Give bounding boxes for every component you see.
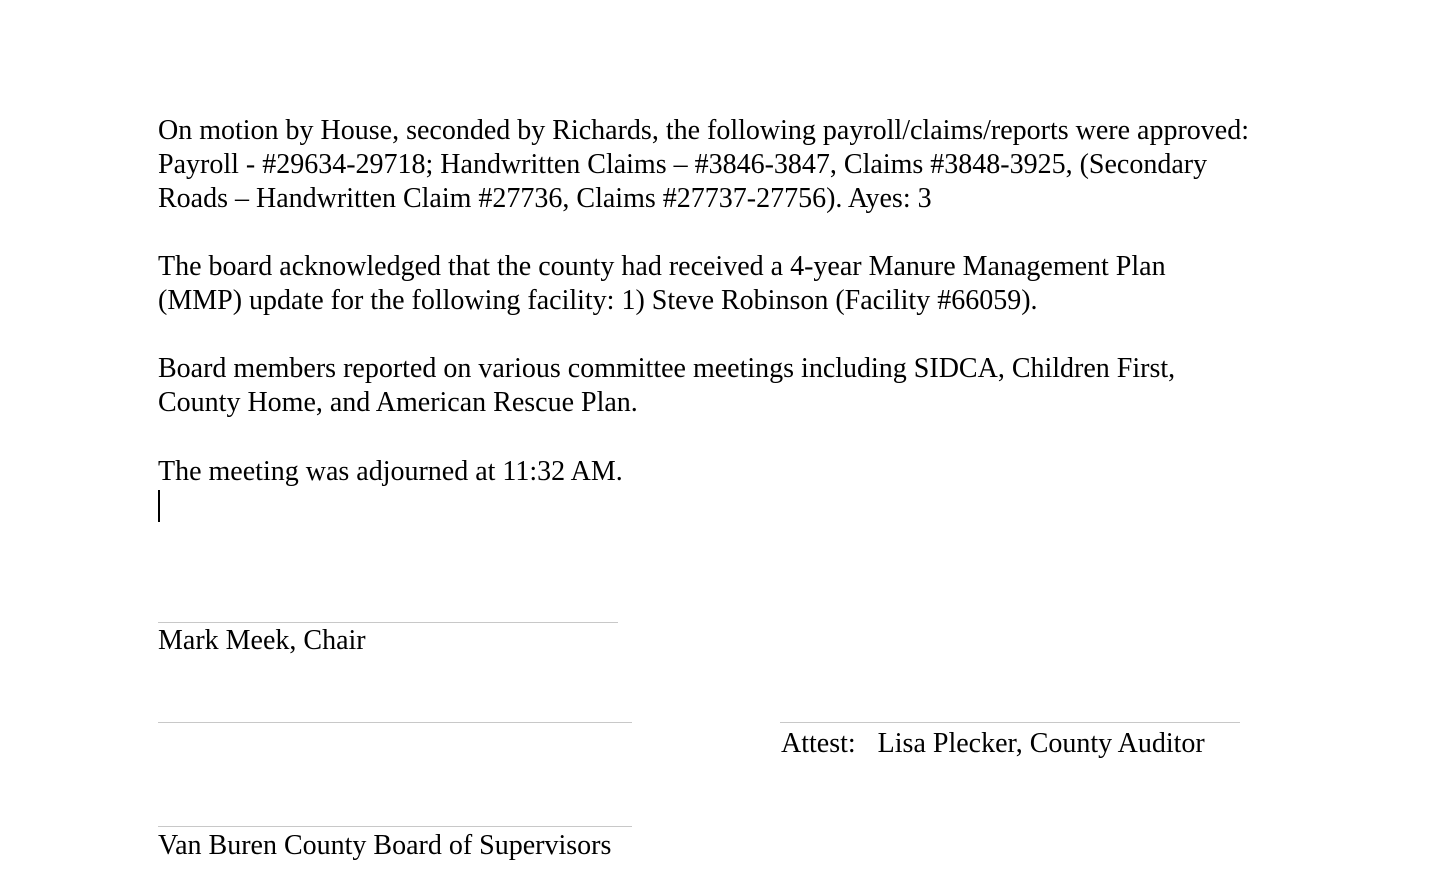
paragraph-line: Roads – Handwritten Claim #27736, Claims #27737-27756). Ayes: 3 <box>158 183 932 214</box>
paragraph-adjournment <box>158 455 623 489</box>
signature-line-attest <box>780 722 1240 723</box>
paragraph-committee-reports <box>158 352 1175 420</box>
paragraph-claims-approval <box>158 114 1249 216</box>
paragraph-line: On motion by House, seconded by Richards, the following payroll/claims/reports were approved: <box>158 115 1249 146</box>
text-cursor[interactable] <box>158 490 160 522</box>
paragraph-manure-plan <box>158 250 1166 318</box>
paragraph-line: The board acknowledged that the county had received a 4-year Manure Management Plan <box>158 251 1166 282</box>
attest-name: Lisa Plecker, County Auditor <box>877 728 1205 759</box>
signature-line-chair <box>158 622 618 623</box>
paragraph-line: The meeting was adjourned at 11:32 AM. <box>158 456 623 487</box>
signature-label-chair: Mark Meek, Chair <box>158 625 366 656</box>
paragraph-line: (MMP) update for the following facility: 1) Steve Robinson (Facility #66059). <box>158 285 1038 316</box>
signature-line-board <box>158 826 632 827</box>
paragraph-line: Board members reported on various committee meetings including SIDCA, Children First, <box>158 353 1176 384</box>
paragraph-line: County Home, and American Rescue Plan. <box>158 387 638 418</box>
signature-label-attest <box>781 727 1205 761</box>
attest-prefix: Attest: <box>781 728 856 759</box>
signature-line-member <box>158 722 632 723</box>
paragraph-line: Payroll - #29634-29718; Handwritten Claims – #3846-3847, Claims #3848-3925, (Secondary <box>158 149 1208 180</box>
signature-label-board: Van Buren County Board of Supervisors <box>158 830 612 861</box>
